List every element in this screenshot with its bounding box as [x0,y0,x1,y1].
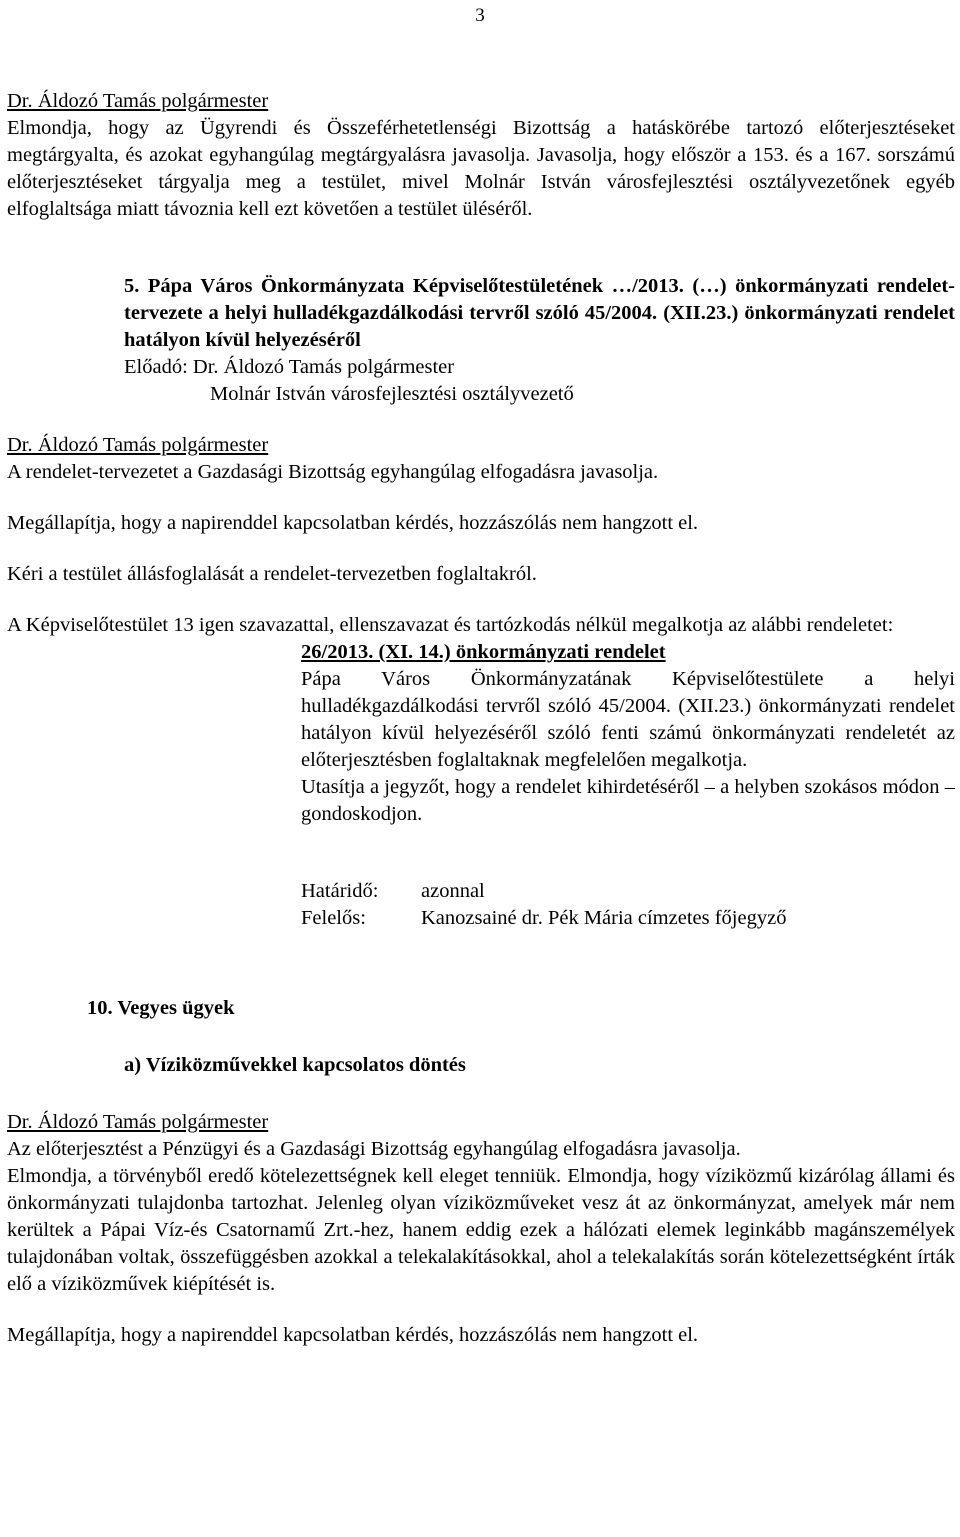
speaker-name: Dr. Áldozó Tamás polgármester [7,1111,269,1133]
paragraph: Az előterjesztést a Pénzügyi és a Gazdasági Bizottság egyhangúlag elfogadásra javasolja. [7,1138,741,1160]
agenda-item-5-title: 5. Pápa Város Önkormányzata Képviselőtestületének …/2013. (…) önkormányzati rendelet-tervezete a helyi hulladékgazdálkodási tervről szóló 45/2004. (XII.23.) önkormányzati rendelet hatályon kívül helyezéséről [124,275,955,351]
responsible-label: Felelős: [301,907,366,929]
presenter: Előadó: Dr. Áldozó Tamás polgármester [124,356,455,378]
paragraph: Megállapítja, hogy a napirenddel kapcsolatban kérdés, hozzászólás nem hangzott el. [7,512,699,534]
speaker-name: Dr. Áldozó Tamás polgármester [7,434,269,456]
agenda-item-10-title: 10. Vegyes ügyek [87,997,235,1019]
deadline-label: Határidő: [301,880,379,902]
resolution-block [301,639,955,932]
responsible-row [301,905,955,932]
paragraph: A rendelet-tervezetet a Gazdasági Bizottság egyhangúlag elfogadásra javasolja. [7,461,659,483]
responsible-value: Kanozsainé dr. Pék Mária címzetes főjegyző [421,907,787,929]
vote-paragraph: A Képviselőtestület 13 igen szavazattal, ellenszavazat és tartózkodás nélkül megalkotja az alábbi rendeletet: [7,614,894,636]
deadline-value: azonnal [421,880,485,902]
paragraph: Elmondja, hogy az Ügyrendi és Összeférhetetlenségi Bizottság a hatáskörébe tartozó előterjesztéseket megtárgyalta, és azokat egyhangúlag megtárgyalásra javasolja. Javasolja, hogy először a 153. és a 167. sorszámú előterjesztéseket tárgyalja meg a testület, mivel Molnár István városfejlesztési osztályvezetőnek egyéb elfoglaltsága miatt távoznia kell ezt követően a testület üléséről. [7,117,955,220]
deadline-row [301,878,955,905]
document-body [7,88,955,1349]
speaker-name: Dr. Áldozó Tamás polgármester [7,90,269,112]
resolution-text-2: Utasítja a jegyzőt, hogy a rendelet kihirdetéséről – a helyben szokásos módon – gondoskodjon. [301,776,955,825]
resolution-text: Pápa Város Önkormányzatának Képviselőtestülete a helyi hulladékgazdálkodási tervről szóló 45/2004. (XII.23.) önkormányzati rendelet hatályon kívül helyezéséről szóló fenti számú önkormányzati rendeletét az előterjesztésben foglaltaknak megfelelően megalkotja. [301,668,955,771]
presenter-2: Molnár István városfejlesztési osztályvezető [210,383,574,405]
page-number: 3 [475,5,485,26]
paragraph: Kéri a testület állásfoglalását a rendelet-tervezetben foglaltakról. [7,563,537,585]
paragraph: Elmondja, a törvényből eredő kötelezettségnek kell eleget tenniük. Elmondja, hogy víziközmű kizárólag állami és önkormányzati tulajdonba tartozhat. Jelenleg olyan víziközműveket vesz át az önkormányzat, amelyek már nem kerültek a Pápai Víz-és Csatornamű Zrt.-hez, hanem eddig ezek a hálózati elemek leginkább magánszemélyek tulajdonában voltak, összefüggésben azokkal a telekalakításokkal, ahol a telekalakítás során kötelezettségként írták elő a víziközművek kiépítését is. [7,1165,955,1295]
paragraph: Megállapítja, hogy a napirenddel kapcsolatban kérdés, hozzászólás nem hangzott el. [7,1324,699,1346]
agenda-subitem-title: a) Víziközművekkel kapcsolatos döntés [124,1054,466,1076]
resolution-title: 26/2013. (XI. 14.) önkormányzati rendelet [301,641,666,663]
